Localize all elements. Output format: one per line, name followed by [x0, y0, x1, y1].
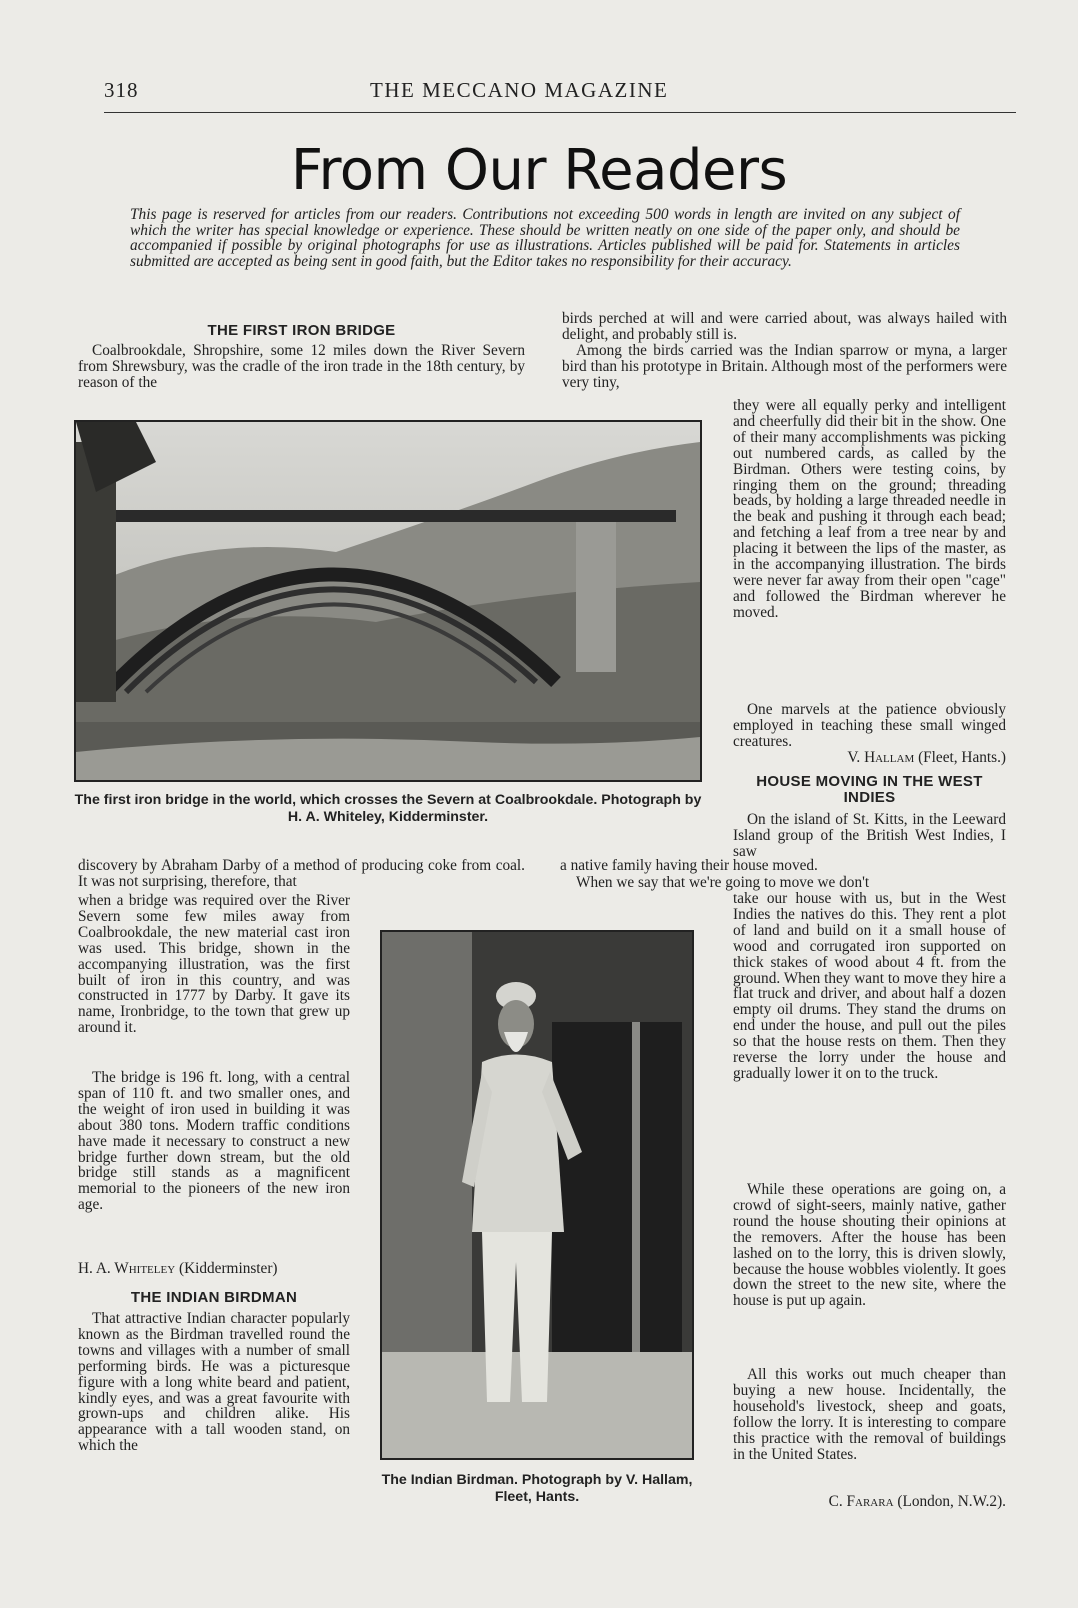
house-paragraph-1: On the island of St. Kitts, in the Leeward Island group of the British West Indies, I saw — [733, 811, 1006, 860]
birdman-author-name: V. Hallam — [847, 749, 915, 766]
bridge-paragraph-2: The bridge is 196 ft. long, with a central span of 110 ft. and two smaller ones, and the weight of iron used in building it was about 380 tons. Modern traffic conditions have made it necessary to construct a new bridge further down stream, but the old bridge still stands as a magnificent memorial to the pioneers of the new iron age. — [78, 1069, 350, 1214]
house-paragraph-1-continued: a native family having their house moved. — [560, 857, 818, 874]
bridge-signature — [78, 1261, 350, 1277]
birdman-signature — [733, 750, 1006, 766]
birdman-paragraph-1: That attractive Indian character popularly known as the Birdman travelled round the towns and villages with a number of small performing birds. He was a picturesque figure with a long white beard and patient, kindly eyes, and was a great favourite with grown-ups and children alike. His appearance with a tall wooden stand, on which the — [78, 1310, 350, 1455]
indian-birdman-caption: The Indian Birdman. Photograph by V. Hallam, Fleet, Hants. — [381, 1472, 693, 1505]
house-paragraph-2-start: When we say that we're going to move we don't — [576, 874, 870, 891]
house-author-name: C. Farara — [828, 1493, 894, 1510]
birdman-author-place: (Fleet, Hants.) — [918, 749, 1006, 766]
bridge-author-place: (Kidderminster) — [178, 1260, 278, 1277]
page-title: From Our Readers — [290, 138, 788, 203]
house-paragraph-2: take our house with us, but in the West Indies the natives do this. They rent a plot of land and build on it a small house of wood and corrugated iron supported on thick stakes of wood about 4 ft. from the ground. When they want to move they hire a flat truck and driver, and about half a dozen empty oil drums. They stand the drums on end under the house, and pull out the piles so that the house rests on them. Then they reverse the lorry under the house and gradually lower it on to the truck. — [733, 890, 1006, 1082]
iron-bridge-illustration — [76, 422, 700, 780]
house-signature — [733, 1494, 1006, 1510]
birdman-heading: THE INDIAN BIRDMAN — [130, 1289, 298, 1306]
iron-bridge-photo — [74, 420, 702, 782]
indian-birdman-illustration — [382, 932, 692, 1458]
magazine-title: THE MECCANO MAGAZINE — [370, 78, 669, 102]
house-paragraph-4: All this works out much cheaper than buying a new house. Incidentally, the household's livestock, sheep and goats, follow the lorry. It is interesting to compare this practice with the removal of buildings in the United States. — [733, 1366, 1006, 1463]
house-heading: HOUSE MOVING IN THE WEST INDIES — [756, 773, 983, 806]
birdman-paragraph-2: Among the birds carried was the Indian sparrow or myna, a larger bird than his prototype in Britain. Although most of the performers were very tiny, — [562, 342, 1007, 391]
house-author-place: (London, N.W.2). — [897, 1493, 1006, 1510]
birdman-paragraph-2-continued: they were all equally perky and intelligent and cheerfully did their bit in the show. One of their many accomplishments was picking out numbered cards, as called by the Birdman. Others were testing coins, by ringing them on the ground; threading beads, by holding a large threaded needle in the beak and pushing it through each bead; and fetching a leaf from a tree near by and placing it between the lips of the master, as in the accompanying illustration. The birds were never far away from their open "cage" and followed the Birdman wherever he moved. — [733, 397, 1006, 621]
intro-paragraph: This page is reserved for articles from our readers. Contributions not exceeding 500 words in length are invited on any subject of which the writer has special knowledge or experience. These should be written neatly on one side of the paper only, and should be accompanied if possible by original photographs for use as illustrations. Articles published will be paid for. Statements in articles submitted are accepted as being sent in good faith, but the Editor takes no responsibility for their accuracy. — [130, 206, 960, 270]
birdman-paragraph-1-continued: birds perched at will and were carried about, was always hailed with delight, and probably still is. — [562, 310, 1007, 343]
header-rule — [104, 112, 1016, 113]
page-number: 318 — [104, 78, 139, 102]
bridge-author-name: H. A. Whiteley — [78, 1260, 176, 1277]
iron-bridge-caption: The first iron bridge in the world, which crosses the Severn at Coalbrookdale. Photograph by H. A. Whiteley, Kidderminster. — [74, 792, 702, 825]
bridge-heading: THE FIRST IRON BRIDGE — [207, 322, 396, 339]
house-paragraph-3: While these operations are going on, a crowd of sight-seers, mainly native, gather round the house shouting their opinions at the removers. After the house has been lashed on to the lorry, this is driven slowly, because the house wobbles violently. It goes down the street to the new site, where the house is put up again. — [733, 1181, 1006, 1310]
indian-birdman-photo — [380, 930, 694, 1460]
bridge-paragraph-1-narrow: when a bridge was required over the River Severn some few miles away from Coalbrookdale, the new material cast iron was used. This bridge, shown in the accompanying illustration, was the first built of iron in this country, and was constructed in 1777 by Darby. It gave its name, Ironbridge, to the town that grew up around it. — [78, 892, 350, 1037]
bridge-paragraph-1: Coalbrookdale, Shropshire, some 12 miles down the River Severn from Shrewsbury, was the cradle of the iron trade in the 18th century, by reason of the — [78, 342, 525, 391]
bridge-paragraph-1-continued: discovery by Abraham Darby of a method of producing coke from coal. It was not surprising, therefore, that — [78, 857, 525, 890]
birdman-paragraph-3: One marvels at the patience obviously employed in teaching these small winged creatures. — [733, 701, 1006, 750]
